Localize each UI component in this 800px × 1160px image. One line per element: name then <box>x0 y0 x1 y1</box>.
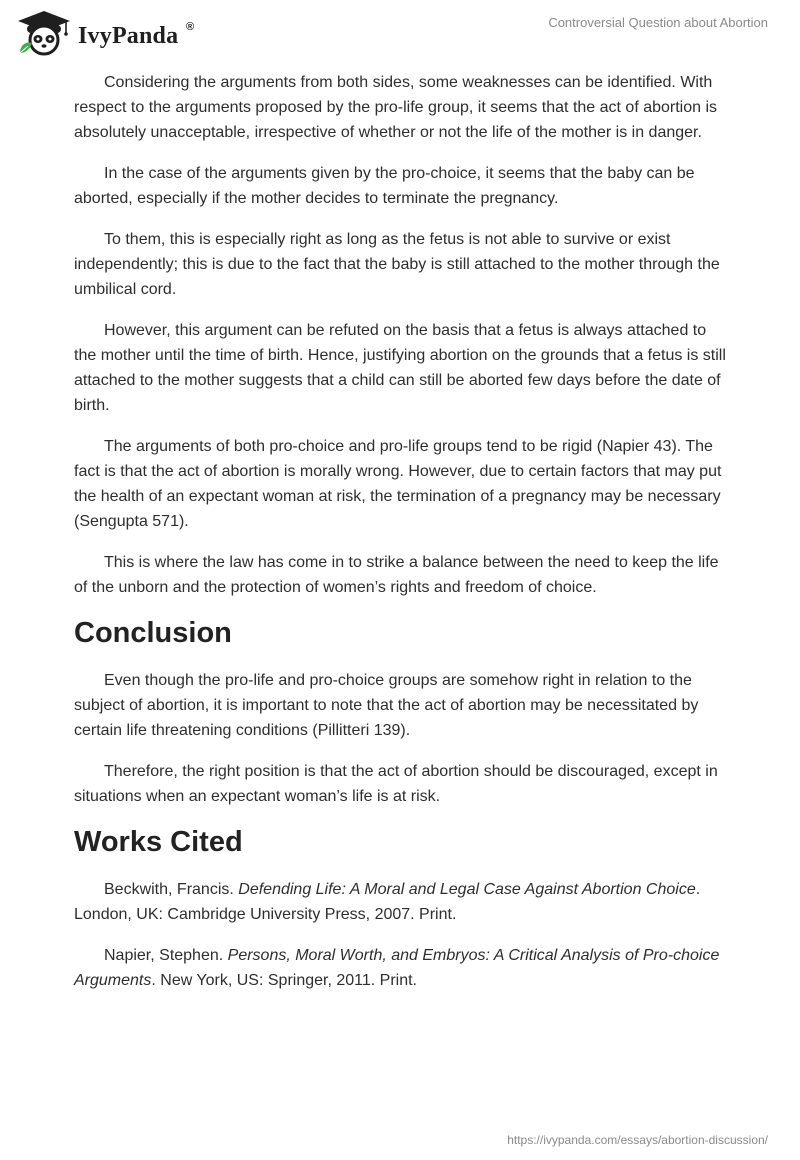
citation-details: . London, UK: Cambridge University Press, 2007. Print. <box>74 881 701 923</box>
essay-body <box>74 70 726 1009</box>
body-paragraph: The arguments of both pro-choice and pro-life groups tend to be rigid (Napier 43). The fact is that the act of abortion is morally wrong. However, due to certain factors that may put the health of an expectant woman at risk, the termination of a pregnancy may be necessary (Sengupta 571). <box>74 438 722 530</box>
registered-mark: ® <box>186 21 195 33</box>
conclusion-paragraph: Therefore, the right position is that the act of abortion should be discouraged, except in situations when an expectant woman’s life is at risk. <box>74 763 718 805</box>
panda-logo-icon <box>14 9 76 57</box>
citation-details: . New York, US: Springer, 2011. Print. <box>151 972 417 989</box>
body-paragraph: In the case of the arguments given by the pro-choice, it seems that the baby can be aborted, especially if the mother decides to terminate the pregnancy. <box>74 165 695 207</box>
works-cited-heading: Works Cited <box>74 826 243 858</box>
page-url[interactable]: https://ivypanda.com/essays/abortion-discussion/ <box>507 1133 768 1147</box>
body-paragraph: This is where the law has come in to strike a balance between the need to keep the life of the unborn and the protection of women’s rights and freedom of choice. <box>74 554 719 596</box>
page-header <box>0 0 800 62</box>
citation-title: Persons, Moral Worth, and Embryos: A Critical Analysis of Pro-choice Arguments <box>74 947 720 989</box>
citation-author: Beckwith, Francis. <box>104 881 239 898</box>
citation-author: Napier, Stephen. <box>104 947 228 964</box>
body-paragraph: However, this argument can be refuted on the basis that a fetus is always attached to the mother until the time of birth. Hence, justifying abortion on the grounds that a fetus is still attached to the mother suggests that a child can still be aborted few days before the date of birth. <box>74 322 726 414</box>
conclusion-heading: Conclusion <box>74 617 232 649</box>
body-paragraph: Considering the arguments from both sides, some weaknesses can be identified. With respect to the arguments proposed by the pro-life group, it seems that the act of abortion is absolutely unacceptable, irrespective of whether or not the life of the mother is in danger. <box>74 74 718 141</box>
ivypanda-logo[interactable] <box>14 9 194 57</box>
brand-name: IvyPanda <box>78 23 179 49</box>
body-paragraph: To them, this is especially right as long as the fetus is not able to survive or exist independently; this is due to the fact that the baby is still attached to the mother through the umbilical cord. <box>74 231 720 298</box>
citation-entry <box>74 943 726 993</box>
conclusion-paragraph: Even though the pro-life and pro-choice groups are somehow right in relation to the subject of abortion, it is important to note that the act of abortion may be necessitated by certain life threatening conditions (Pillitteri 139). <box>74 672 699 739</box>
citation-title: Defending Life: A Moral and Legal Case Against Abortion Choice <box>238 881 696 898</box>
document-title: Controversial Question about Abortion <box>548 15 768 30</box>
citation-entry <box>74 877 726 927</box>
